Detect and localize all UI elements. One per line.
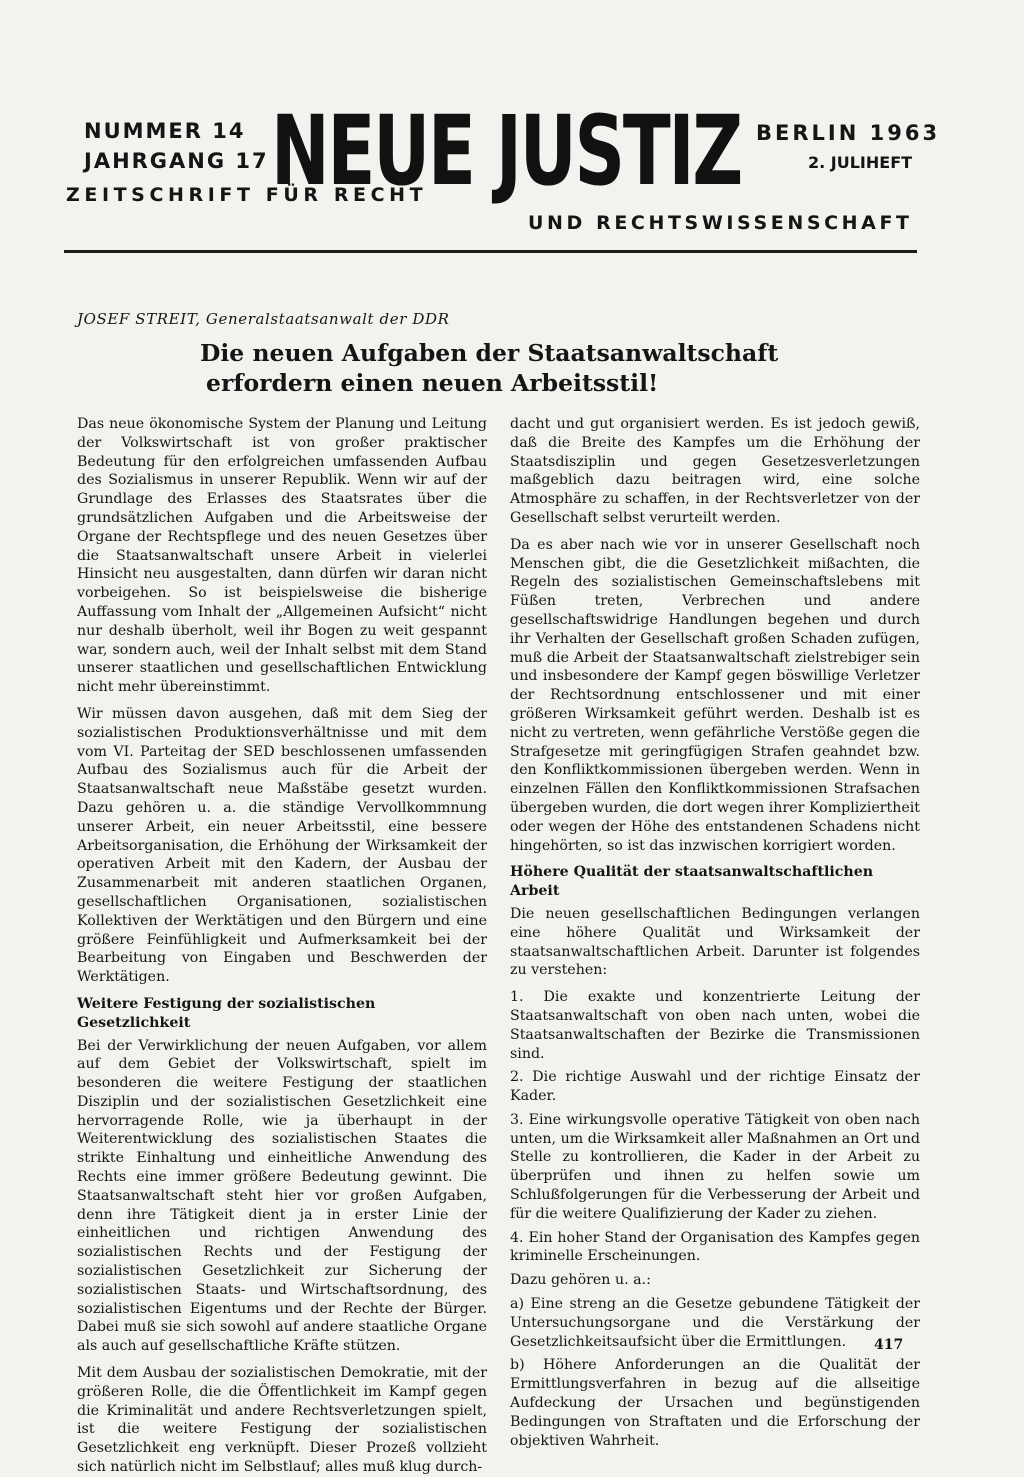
- masthead-right: [756, 118, 940, 178]
- section-heading: Weitere Festigung der sozialistischen Gesetzlichkeit: [77, 995, 376, 1031]
- column-left: [77, 415, 487, 1477]
- subtitle-right: UND RECHTSWISSENSCHAFT: [528, 212, 913, 234]
- section-heading: Höhere Qualität der staatsanwaltschaftlichen Arbeit: [510, 864, 874, 900]
- column-right: [510, 415, 920, 1455]
- subtitle-left: ZEITSCHRIFT FÜR RECHT: [66, 184, 428, 206]
- list-item: 4. Ein hoher Stand der Organisation des Kampfes gegen kriminelle Erscheinungen.: [510, 1229, 920, 1265]
- list-item: 2. Die richtige Auswahl und der richtige Einsatz der Kader.: [510, 1069, 920, 1105]
- list-item: a) Eine streng an die Gesetze gebundene Tätigkeit der Untersuchungsorgane und die Verstärkung der Gesetzlichkeitsaufsicht über die Ermittlungen.: [510, 1296, 920, 1350]
- title-line-1: Die neuen Aufgaben der Staatsanwaltschaft: [200, 339, 779, 367]
- logo-text: NEUE JUSTIZ: [271, 95, 741, 207]
- paragraph: Bei der Verwirklichung der neuen Aufgaben, vor allem auf dem Gebiet der Volkswirtschaft, spielt im besonderen die weitere Festigung der staatlichen Disziplin und der sozialistischen Gesetzlichkeit eine hervorragende Rolle, wie ja überhaupt in der Weiterentwicklung des sozialistischen Staates die strikte Einhaltung und einheitliche Anwendung des Rechts eine immer größere Bedeutung gewinnt. Die Staatsanwaltschaft steht hier vor großen Aufgaben, denn ihre Tätigkeit dient ja in erster Linie der einheitlichen und richtigen Anwendung des sozialistischen Rechts und der Festigung der sozialistischen Gesetzlichkeit zur Sicherung der sozialistischen Staats- und Wirtschaftsordnung, des sozialistischen Eigentums und der Rechte der Bürger. Dabei muß sie sich sowohl auf andere staatliche Organe als auch auf gesellschaftliche Kräfte stützen.: [77, 1037, 487, 1355]
- list-item: 3. Eine wirkungsvolle operative Tätigkeit von oben nach unten, um die Wirksamkeit aller Maßnahmen an Ort und Stelle zu kontrollieren, die Kader in der Arbeit zu überprüfen und ihnen zu helfen sowie um Schlußfolgerungen für die Verbesserung der Arbeit und für die weitere Qualifizierung der Kader zu ziehen.: [510, 1111, 920, 1222]
- issue-label: 2. JULIHEFT: [808, 153, 913, 172]
- list-item: 1. Die exakte und konzentrierte Leitung der Staatsanwaltschaft von oben nach unten, wobei die Staatsanwaltschaften der Bezirke die Transmissionen sind.: [510, 989, 920, 1062]
- paragraph: Das neue ökonomische System der Planung und Leitung der Volkswirtschaft ist von großer praktischer Bedeutung für den erfolgreichen umfassenden Aufbau des Sozialismus in unserer Republik. Wenn wir auf der Grundlage des Erlasses des Staatsrates über die grundsätzlichen Aufgaben und die Arbeitsweise der Organe der Rechtspflege und des neuen Gesetzes über die Staatsanwaltschaft unsere Arbeit in vielerlei Hinsicht neu ausgestalten, dann dürfen wir daran nicht vorbeigehen. So ist beispielsweise die bisherige Auffassung vom Inhalt der „Allgemeinen Aufsicht“ nicht nur deshalb überholt, weil ihr Bogen zu weit gespannt war, sondern auch, weil der Inhalt selbst mit dem Stand unserer staatlichen und gesellschaftlichen Entwicklung nicht mehr übereinstimmt.: [77, 416, 487, 696]
- paragraph: Mit dem Ausbau der sozialistischen Demokratie, mit der größeren Rolle, die die Öffentlichkeit im Kampf gegen die Kriminalität und andere Rechtsverletzungen spielt, ist die weitere Festigung der sozialistischen Gesetzlichkeit eng verknüpft. Dieser Prozeß vollzieht sich natürlich nicht im Selbstlauf; alles muß klug durch-: [77, 1365, 487, 1476]
- city-year: BERLIN 1963: [756, 121, 941, 145]
- masthead-rule: [64, 250, 917, 253]
- list-item: b) Höhere Anforderungen an die Qualität der Ermittlungsverfahren in bezug auf die allseitige Aufdeckung der Ursachen und begünstigenden Bedingungen von Straftaten und die Erforschung der objektiven Wahrheit.: [510, 1357, 920, 1449]
- paragraph: dacht und gut organisiert werden. Es ist jedoch gewiß, daß die Breite des Kampfes um die Erhöhung der Staatsdisziplin und gegen Gesetzesverletzungen maßgeblich dazu beitragen wird, eine solche Atmosphäre zu schaffen, in der Rechtsverletzer von der Gesellschaft selbst verurteilt werden.: [510, 416, 920, 526]
- paragraph: Da es aber nach wie vor in unserer Gesellschaft noch Menschen gibt, die die Gesetzlichkeit mißachten, die Regeln des sozialistischen Gemeinschaftslebens mit Füßen treten, Verbrechen und andere gesellschaftswidrige Handlungen begehen und durch ihr Verhalten der Gesellschaft großen Schaden zufügen, muß die Arbeit der Staatsanwaltschaft zielstrebiger sein und insbesondere der Kampf gegen böswillige Verletzer der Rechtsordnung entschlossener und mit einer größeren Wirksamkeit geführt werden. Deshalb ist es nicht zu vertreten, wenn gefährliche Verstöße gegen die Strafgesetze mit geringfügigen Strafen geahndet bzw. den Konfliktkommissionen übergeben werden. Wenn in einzelnen Fällen den Konfliktkommissionen Strafsachen übergeben wurden, die dort wegen ihrer Kompliziertheit oder wegen der Höhe des entstandenen Schadens nicht hingehörten, so ist das inzwischen korrigiert worden.: [510, 536, 920, 854]
- volume-number: JAHRGANG 17: [84, 149, 269, 173]
- article-title: [200, 338, 860, 398]
- list-item: Dazu gehören u. a.:: [510, 1272, 651, 1289]
- masthead-left: [84, 116, 269, 176]
- article-author: JOSEF STREIT, Generalstaatsanwalt der DDR: [77, 310, 450, 328]
- page-number: 417: [874, 1337, 904, 1353]
- paragraph: Die neuen gesellschaftlichen Bedingungen verlangen eine höhere Qualität und Wirksamkeit der staatsanwaltschaftlichen Arbeit. Darunter ist folgendes zu verstehen:: [510, 905, 920, 979]
- title-line-2: erfordern einen neuen Arbeitsstil!: [206, 369, 659, 397]
- paragraph: Wir müssen davon ausgehen, daß mit dem Sieg der sozialistischen Produktionsverhältnisse und mit dem vom VI. Parteitag der SED beschlossenen umfassenden Aufbau des Sozialismus auch für die Arbeit der Staatsanwaltschaft neue Maßstäbe gesetzt wurden. Dazu gehören u. a. die ständige Vervollkommnung unserer Arbeit, ein neuer Arbeitsstil, eine bessere Arbeitsorganisation, die Erhöhung der Wirksamkeit der operativen Arbeit mit den Kadern, der Ausbau der Zusammenarbeit mit anderen staatlichen Organen, gesellschaftlichen Organisationen, sozialistischen Kollektiven der Werktätigen und den Bürgern und eine größere Feinfühligkeit und Aufmerksamkeit bei der Bearbeitung von Eingaben und Beschwerden der Werktätigen.: [77, 705, 487, 986]
- issue-number: NUMMER 14: [84, 119, 246, 143]
